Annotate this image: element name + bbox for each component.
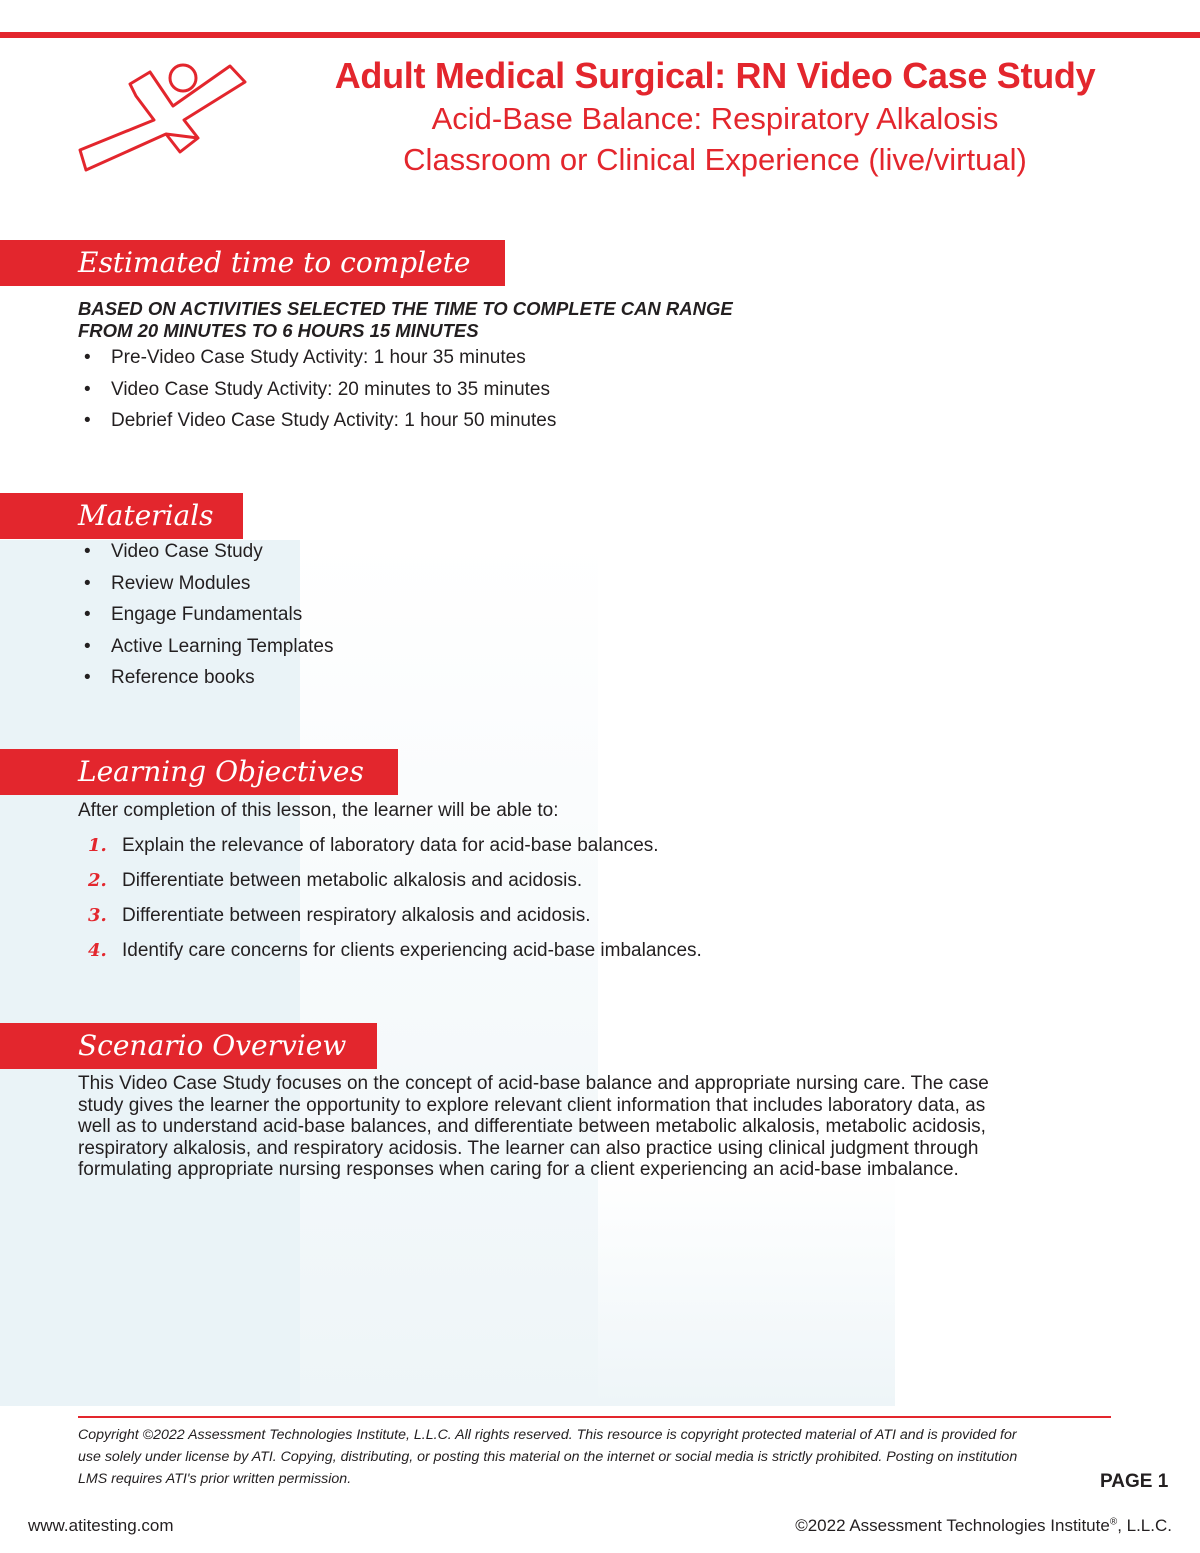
objective-text: Differentiate between respiratory alkalosis and acidosis. bbox=[122, 905, 591, 926]
scenario-line: study gives the learner the opportunity to explore relevant client information that includes laboratory data, as bbox=[78, 1094, 986, 1116]
objectives-intro: After completion of this lesson, the learner will be able to: bbox=[78, 800, 559, 821]
background-band-right bbox=[598, 1170, 895, 1406]
document-subtitle-topic: Acid-Base Balance: Respiratory Alkalosis bbox=[431, 101, 999, 136]
footer-copyright-company bbox=[795, 1516, 1172, 1536]
scenario-line: This Video Case Study focuses on the concept of acid-base balance and appropriate nursing care. The case bbox=[78, 1073, 989, 1094]
list-item bbox=[78, 828, 702, 863]
list-item: • Engage Fundamentals bbox=[78, 599, 334, 631]
copyright-line: Copyright ©2022 Assessment Technologies Institute, L.L.C. All rights reserved. This resource is copyright protected material of ATI and is provided for bbox=[78, 1427, 1017, 1443]
copyright-line: use solely under license by ATI. Copying, distributing, or posting this material on the internet or social media is strictly prohibited. Posting on institution bbox=[78, 1449, 1018, 1465]
document-title: Adult Medical Surgical: RN Video Case Study bbox=[334, 55, 1096, 96]
time-range-line-1: BASED ON ACTIVITIES SELECTED THE TIME TO COMPLETE CAN RANGE bbox=[78, 298, 733, 319]
objective-text: Explain the relevance of laboratory data for acid-base balances. bbox=[122, 835, 659, 856]
objective-number: 3. bbox=[88, 905, 107, 926]
time-range-line-2: FROM 20 MINUTES TO 6 HOURS 15 MINUTES bbox=[78, 320, 479, 341]
company-name: ©2022 Assessment Technologies Institute bbox=[795, 1516, 1110, 1535]
registered-mark: ® bbox=[1109, 1516, 1118, 1528]
materials-list bbox=[78, 536, 334, 694]
section-heading-materials: Materials bbox=[0, 493, 243, 539]
website-link[interactable]: www.atitesting.com bbox=[28, 1516, 174, 1535]
section-heading-scenario-overview: Scenario Overview bbox=[0, 1023, 377, 1069]
copyright-line: LMS requires ATI's prior written permission. bbox=[78, 1471, 352, 1487]
objective-number: 4. bbox=[88, 940, 107, 961]
scenario-line: formulating appropriate nursing responses when caring for a client experiencing an acid-base imbalance. bbox=[78, 1159, 959, 1180]
running-person-logo-icon bbox=[70, 58, 270, 193]
list-item bbox=[78, 898, 702, 933]
section-heading-learning-objectives: Learning Objectives bbox=[0, 749, 398, 795]
list-item bbox=[78, 933, 702, 968]
page-number: PAGE 1 bbox=[1100, 1471, 1169, 1492]
objective-text: Differentiate between metabolic alkalosis and acidosis. bbox=[122, 870, 583, 891]
footer-divider bbox=[78, 1416, 1111, 1418]
list-item bbox=[78, 863, 702, 898]
list-item: • Video Case Study bbox=[78, 536, 334, 568]
background-band-middle bbox=[300, 540, 598, 1406]
list-item: • Review Modules bbox=[78, 568, 334, 600]
objectives-list bbox=[78, 828, 702, 968]
time-range-note bbox=[78, 298, 733, 342]
document-subtitle-setting: Classroom or Clinical Experience (live/virtual) bbox=[403, 142, 1027, 177]
list-item: • Active Learning Templates bbox=[78, 631, 334, 663]
scenario-line: well as to understand acid-base balances, and differentiate between metabolic alkalosis, metabolic acidosis, bbox=[78, 1116, 986, 1137]
objective-number: 1. bbox=[88, 835, 107, 856]
scenario-paragraph bbox=[78, 1073, 1128, 1181]
objective-text: Identify care concerns for clients experiencing acid-base imbalances. bbox=[122, 940, 702, 961]
company-suffix: , L.L.C. bbox=[1117, 1516, 1172, 1535]
document-title-block bbox=[300, 54, 1130, 180]
top-accent-bar bbox=[0, 32, 1200, 38]
estimated-time-list bbox=[78, 342, 556, 437]
objective-number: 2. bbox=[88, 870, 107, 891]
copyright-notice bbox=[78, 1424, 1138, 1490]
list-item: • Video Case Study Activity: 20 minutes to 35 minutes bbox=[78, 374, 556, 406]
scenario-line: respiratory alkalosis, and respiratory acidosis. The learner can also practice using clinical judgment through bbox=[78, 1137, 979, 1159]
list-item: • Debrief Video Case Study Activity: 1 hour 50 minutes bbox=[78, 405, 556, 437]
list-item: • Reference books bbox=[78, 662, 334, 694]
section-heading-estimated-time: Estimated time to complete bbox=[0, 240, 505, 286]
list-item: • Pre-Video Case Study Activity: 1 hour 35 minutes bbox=[78, 342, 556, 374]
